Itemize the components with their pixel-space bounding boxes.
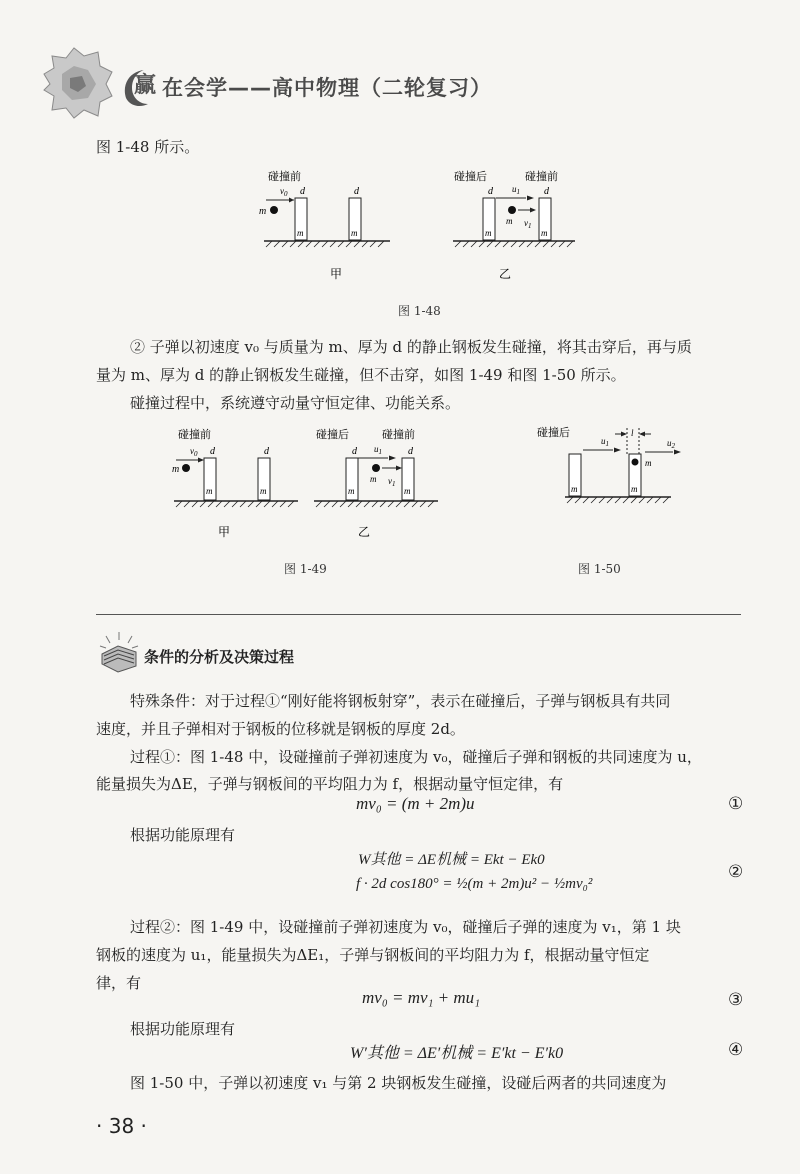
equation-1-number: ① [728, 794, 744, 814]
svg-text:碰撞后: 碰撞后 [316, 429, 349, 441]
svg-text:m: m [351, 228, 358, 238]
body-line-9: 根据功能原理有 [130, 1020, 236, 1038]
svg-text:d: d [300, 186, 305, 197]
svg-text:u1: $u_1$ [512, 184, 520, 196]
equation-4-number: ④ [728, 1040, 744, 1060]
figure-1-50 [535, 420, 685, 510]
svg-text:m: m [297, 228, 304, 238]
svg-text:d: d [408, 446, 413, 457]
figure-1-48 [250, 168, 580, 283]
svg-text:d: d [210, 446, 215, 457]
svg-text:d: d [354, 186, 359, 197]
svg-text:m: m [571, 484, 578, 494]
svg-text:碰撞前: 碰撞前 [382, 429, 415, 441]
fig148-caption: 图 1-48 [398, 304, 441, 318]
svg-text:l: l [631, 428, 634, 438]
svg-text:m: m [541, 228, 548, 238]
body-line-1: 特殊条件：对于过程①“刚好能将钢板射穿”，表示在碰撞后，子弹与钢板具有共同 [130, 692, 671, 710]
equation-2-number: ② [728, 862, 744, 882]
section-title: 条件的分析及决策过程 [144, 648, 295, 666]
svg-text:u2: $u_2$ [667, 438, 675, 450]
svg-text:m: m [260, 486, 267, 496]
equation-2a: W其他 = ΔE机械 = Ekt − Ek0 [358, 852, 545, 868]
body-line-2: 速度，并且子弹相对于钢板的位移就是钢板的厚度 2d。 [96, 720, 465, 738]
svg-text:m: m [485, 228, 492, 238]
body-line-10: 图 1-50 中，子弹以初速度 v₁ 与第 2 块钢板发生碰撞，设碰后两者的共同速度为 [130, 1074, 667, 1092]
fig149-label-jia: 甲 [218, 525, 231, 539]
fig149-label-yi: 乙 [358, 525, 371, 539]
para2-line1: ② 子弹以初速度 v₀ 与质量为 m、厚为 d 的静止钢板发生碰撞，将其击穿后，再与质 [130, 338, 692, 356]
svg-text:m: m [506, 216, 513, 226]
section-book-icon [96, 628, 142, 674]
figure-1-49 [170, 420, 480, 545]
header-logo [40, 44, 116, 120]
svg-text:碰撞前: 碰撞前 [525, 171, 558, 183]
fig150-caption: 图 1-50 [578, 562, 621, 576]
svg-text:v1: $v_1$ [388, 476, 396, 488]
body-line-3: 过程①：图 1-48 中，设碰撞前子弹初速度为 v₀，碰撞后子弹和钢板的共同速度为 u， [130, 748, 702, 766]
svg-text:d: d [264, 446, 269, 457]
svg-text:d: d [544, 186, 549, 197]
svg-text:碰撞后: 碰撞后 [454, 171, 487, 183]
svg-text:u1: $u_1$ [601, 436, 609, 448]
body-line-8: 律，有 [96, 974, 142, 992]
svg-text:d: d [488, 186, 493, 197]
svg-text:u1: $u_1$ [374, 444, 382, 456]
page-number: · 38 · [96, 1114, 147, 1138]
body-line-4: 能量损失为ΔE，子弹与钢板间的平均阻力为 f，根据动量守恒定律，有 [96, 775, 564, 793]
header-title: 在会学——高中物理（二轮复习） [162, 76, 492, 100]
fig148-before-label: 碰撞前 [268, 171, 301, 183]
svg-text:m: m [348, 486, 355, 496]
fig148-v0: $v_0$ [280, 186, 288, 198]
para3: 碰撞过程中，系统遵守动量守恒定律、功能关系。 [130, 394, 461, 412]
svg-text:d: d [352, 446, 357, 457]
equation-3-number: ③ [728, 990, 744, 1010]
svg-text:m: m [206, 486, 213, 496]
fig148-label-yi: 乙 [499, 267, 512, 281]
section-divider [96, 614, 741, 615]
svg-text:m: m [172, 464, 180, 475]
fig149-caption: 图 1-49 [284, 562, 327, 576]
fig148-bullet [270, 206, 278, 214]
svg-text:碰撞前: 碰撞前 [178, 429, 211, 441]
svg-text:m: m [631, 484, 638, 494]
logo-char: 赢 [134, 73, 157, 98]
intro-line: 图 1-48 所示。 [96, 138, 200, 156]
body-line-7: 钢板的速度为 u₁，能量损失为ΔE₁，子弹与钢板间的平均阻力为 f，根据动量守恒定 [96, 946, 650, 964]
svg-text:碰撞后: 碰撞后 [537, 427, 570, 439]
para2-line2: 量为 m、厚为 d 的静止钢板发生碰撞，但不击穿，如图 1-49 和图 1-50 所示。 [96, 366, 626, 384]
body-line-5: 根据功能原理有 [130, 826, 236, 844]
fig148-label-jia: 甲 [330, 267, 343, 281]
body-line-6: 过程②：图 1-49 中，设碰撞前子弹初速度为 v₀，碰撞后子弹的速度为 v₁，第 1 块 [130, 918, 681, 936]
svg-text:m: m [645, 458, 652, 468]
equation-4: W′其他 = ΔE′机械 = E′kt − E′k0 [350, 1045, 564, 1062]
equation-3: mv₀ = mv₁ + mu₁ [362, 988, 481, 1007]
svg-text:v0: $v_0$ [190, 446, 198, 458]
equation-2b: f · 2d cos180° = ½(m + 2m)u² − ½mv₀² [356, 876, 593, 892]
fig148-bullet-m: m [259, 206, 267, 217]
equation-1: mv₀ = (m + 2m)u [356, 794, 475, 813]
svg-text:v1: $v_1$ [524, 218, 532, 230]
svg-text:m: m [404, 486, 411, 496]
fig148-bullet-after [508, 206, 516, 214]
svg-text:m: m [370, 474, 377, 484]
